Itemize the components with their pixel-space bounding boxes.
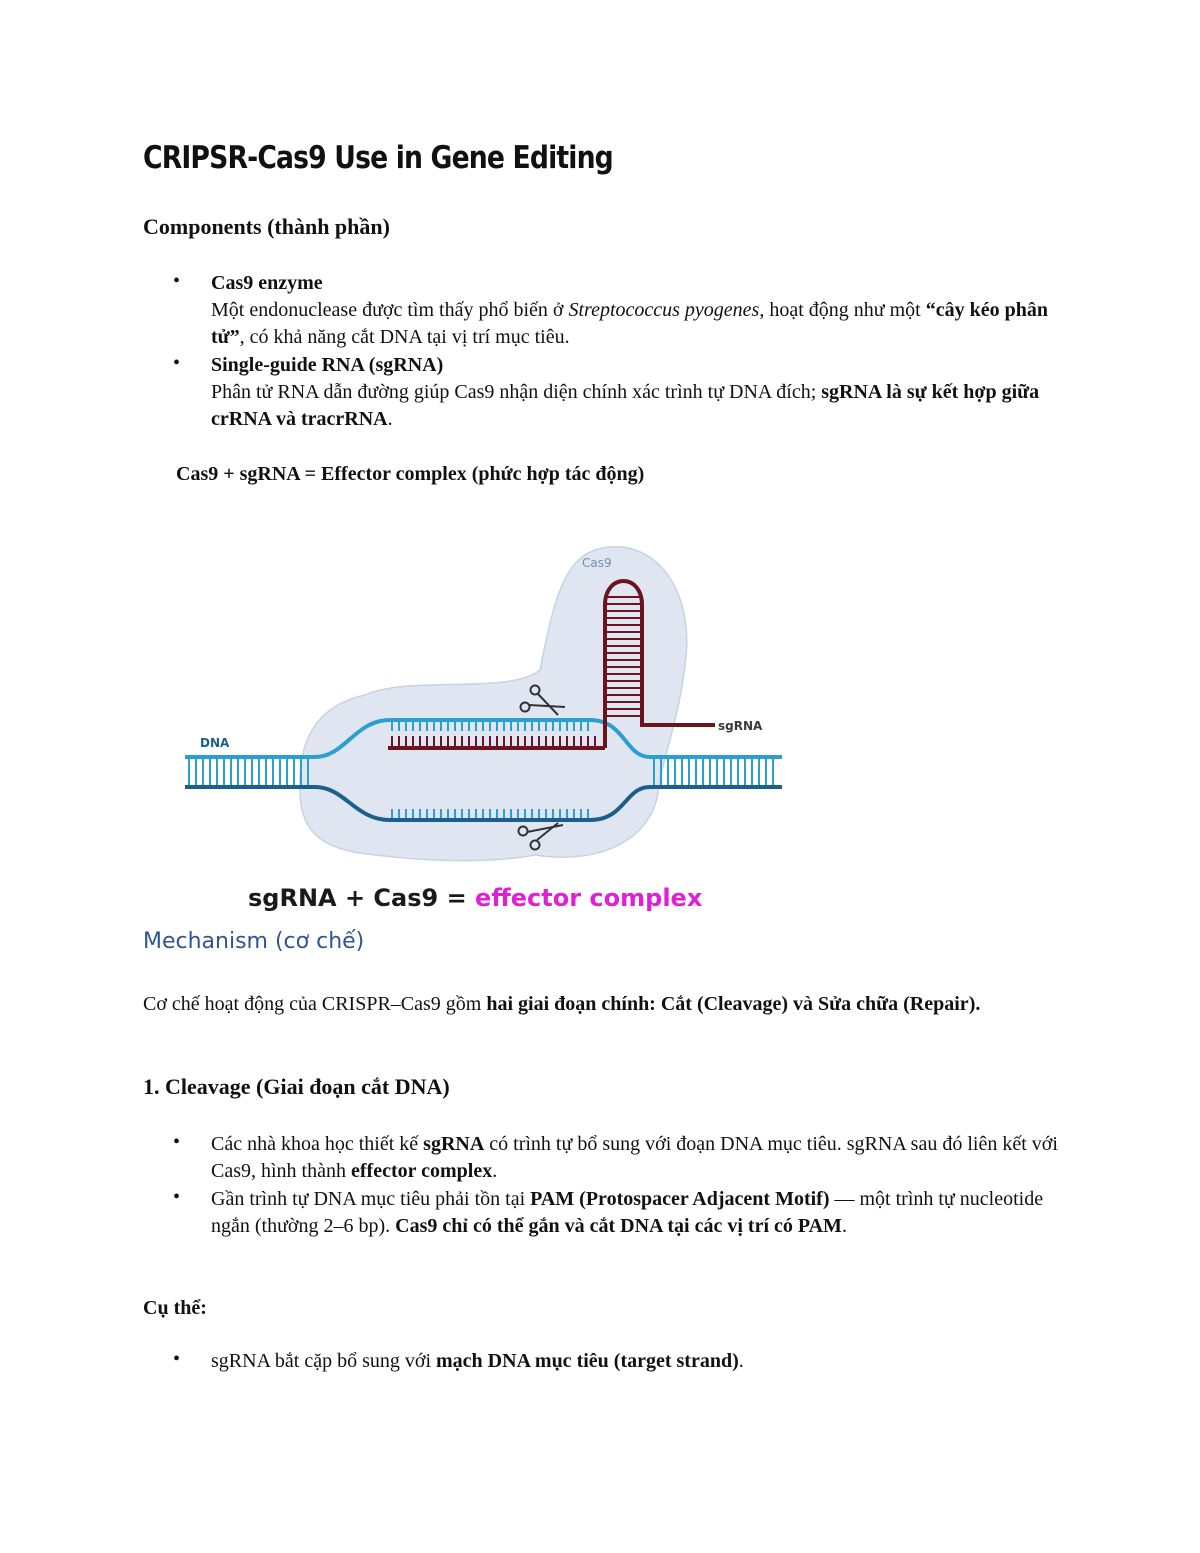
bullet-icon: • [173,352,181,374]
effector-complex-figure [180,535,790,915]
bullet-icon: • [173,1186,181,1208]
list-item [211,352,1071,433]
item-bold: mạch DNA mục tiêu (target strand) [436,1350,739,1372]
intro-plain: Cơ chế hoạt động của CRISPR–Cas9 gồm [143,993,487,1015]
mechanism-intro [143,990,1053,1018]
sgrna-label: sgRNA [718,719,763,733]
item-text: Gần trình tự DNA mục tiêu phải tồn tại [211,1188,531,1210]
components-heading: Components (thành phần) [143,214,390,239]
list-item [211,1348,1071,1375]
item-desc-bold: sgRNA là sự kết hợp giữa crRNA và tracrRNA [211,381,1040,430]
item-name: Cas9 enzyme [211,272,323,294]
item-desc: Một endonuclease được tìm thấy phổ biến ở [211,299,569,321]
item-desc: Phân tử RNA dẫn đường giúp Cas9 nhận diện chính xác trình tự DNA đích; [211,381,822,403]
specific-heading: Cụ thể: [143,1297,207,1319]
item-text: — một trình tự nucleotide ngắn (thường 2–6 bp). [211,1188,1044,1237]
item-bold: Cas9 chỉ có thể gắn và cắt DNA tại các vị trí có PAM [395,1215,842,1237]
caption-magenta: effector complex [475,884,703,912]
item-desc: . [387,408,393,430]
item-text: . [738,1350,744,1372]
item-desc: , có khả năng cắt DNA tại vị trí mục tiêu. [239,326,570,348]
caption-black: sgRNA + Cas9 = [248,884,476,912]
list-item [211,1131,1071,1185]
page-title: CRIPSR-Cas9 Use in Gene Editing [143,140,613,176]
item-name: Single-guide RNA (sgRNA) [211,354,444,376]
equation-text: Cas9 + sgRNA = Effector complex (phức hợp tác động) [176,463,645,485]
list-item [211,270,1071,351]
cas9-label: Cas9 [582,556,612,570]
item-text: sgRNA bắt cặp bổ sung với [211,1350,437,1372]
item-text: . [492,1160,498,1182]
figure-caption [248,884,703,912]
intro-bold: hai giai đoạn chính: Cắt (Cleavage) và Sửa chữa (Repair). [486,993,981,1015]
mechanism-heading: Mechanism (cơ chế) [143,929,365,954]
item-bold: sgRNA [423,1133,485,1155]
cas9-protein-shape [300,547,687,861]
item-desc-bold: “cây kéo phân tử” [211,299,1048,348]
cleavage-heading: 1. Cleavage (Giai đoạn cắt DNA) [143,1074,450,1099]
item-desc-italic: Streptococcus pyogenes [568,299,760,321]
item-desc: , hoạt động như một [759,299,926,321]
bullet-icon: • [173,270,181,292]
bullet-icon: • [173,1348,181,1370]
item-text: có trình tự bổ sung với đoạn DNA mục tiêu. sgRNA sau đó liên kết với Cas9, hình thành [211,1133,1058,1182]
effector-complex-diagram [180,535,790,915]
list-item [211,1186,1071,1240]
item-bold: effector complex [351,1160,493,1182]
item-text: . [841,1215,847,1237]
bullet-icon: • [173,1131,181,1153]
item-bold: PAM (Protospacer Adjacent Motif) [530,1188,830,1210]
dna-label: DNA [200,736,230,750]
item-text: Các nhà khoa học thiết kế [211,1133,424,1155]
